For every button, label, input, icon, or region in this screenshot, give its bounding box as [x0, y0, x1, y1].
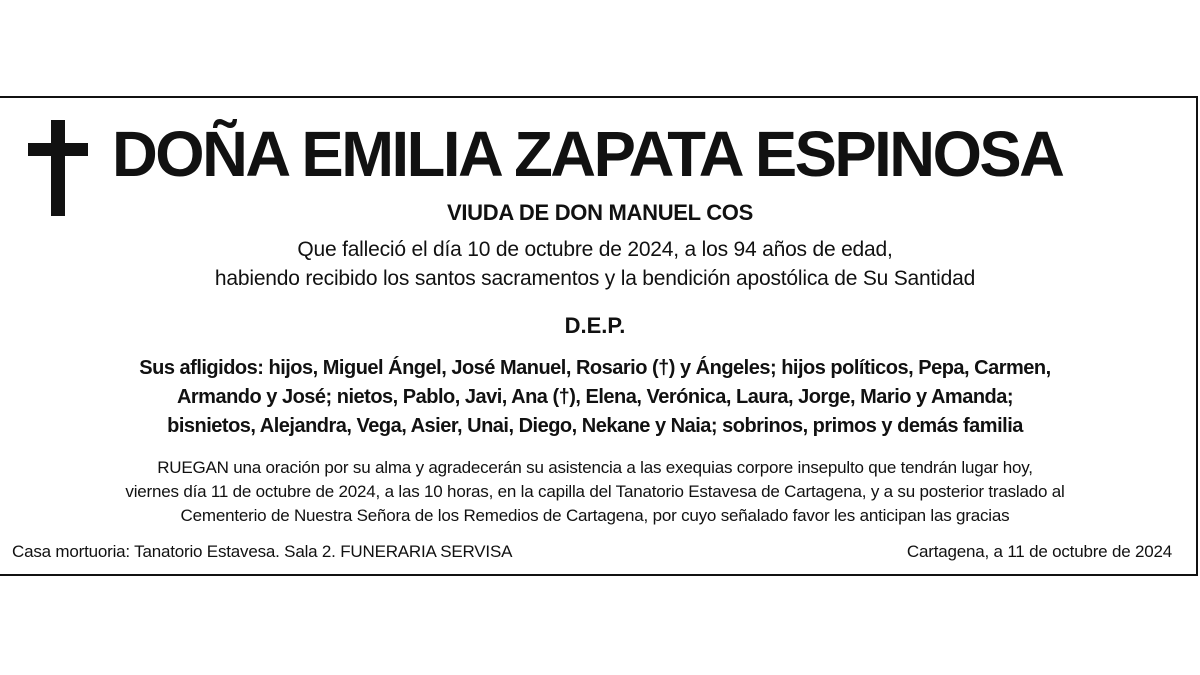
- deceased-name: DOÑA EMILIA ZAPATA ESPINOSA: [112, 118, 1063, 190]
- funeral-details: [0, 456, 1190, 528]
- family-line: Sus afligidos: hijos, Miguel Ángel, José Manuel, Rosario (†) y Ángeles; hijos políticos, Pepa, Carmen,: [139, 357, 1051, 379]
- family-list: [0, 354, 1190, 441]
- ruegan-line: viernes día 11 de octubre de 2024, a las 10 horas, en la capilla del Tanatorio Estavesa de Cartagena, y a su posterior traslado al: [125, 482, 1065, 501]
- family-line: Armando y José; nietos, Pablo, Javi, Ana (†), Elena, Verónica, Laura, Jorge, Mario y Amanda;: [176, 386, 1014, 408]
- ruegan-line: RUEGAN una oración por su alma y agradecerán su asistencia a las exequias corpore insepulto que tendrán lugar hoy,: [157, 458, 1033, 477]
- intro-line: habiendo recibido los santos sacramentos y la bendición apostólica de Su Santidad: [214, 267, 976, 290]
- dep-label: D.E.P.: [564, 313, 626, 338]
- family-line: bisnietos, Alejandra, Vega, Asier, Unai, Diego, Nekane y Naia; sobrinos, primos y demás familia: [167, 415, 1023, 437]
- obituary-notice: [0, 96, 1198, 576]
- widow-subtitle: VIUDA DE DON MANUEL COS: [446, 200, 753, 225]
- intro-line: Que falleció el día 10 de octubre de 2024, a los 94 años de edad,: [297, 238, 893, 261]
- death-announcement: [0, 235, 1190, 293]
- ruegan-line: Cementerio de Nuestra Señora de los Remedios de Cartagena, por cuyo señalado favor les anticipan las gracias: [180, 506, 1010, 525]
- place-date: Cartagena, a 11 de octubre de 2024: [906, 542, 1172, 561]
- funeral-home-info: Casa mortuoria: Tanatorio Estavesa. Sala 2. FUNERARIA SERVISA: [12, 542, 513, 561]
